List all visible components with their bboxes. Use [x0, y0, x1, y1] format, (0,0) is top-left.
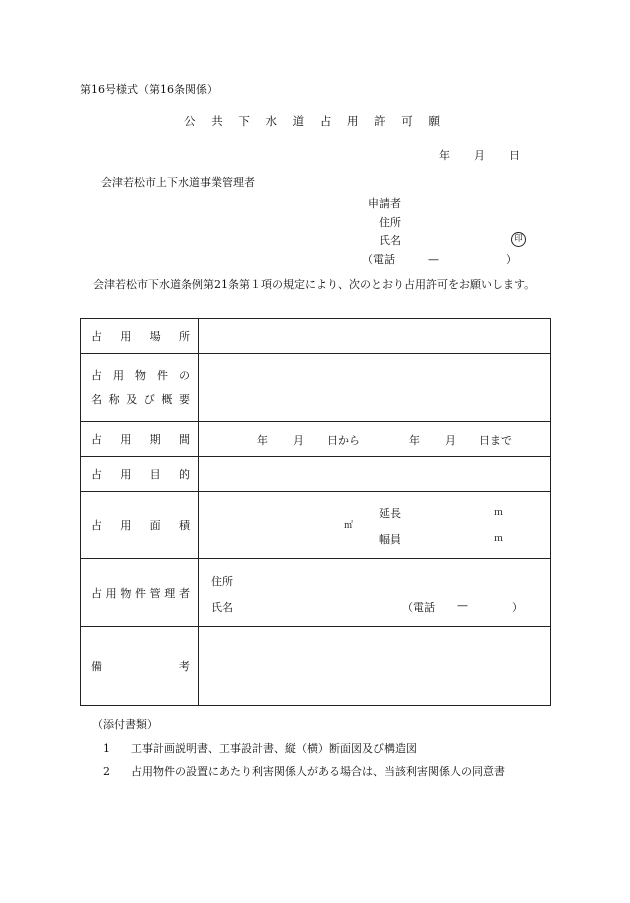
- attachment-item-1: [103, 740, 417, 756]
- char: 物: [120, 586, 132, 600]
- applicant-phone-dash: —: [428, 252, 439, 266]
- row-remarks: [81, 627, 551, 706]
- period-year2: 年: [409, 434, 420, 447]
- char: 要: [178, 392, 190, 406]
- char: 積: [178, 519, 190, 532]
- char: 場: [149, 330, 161, 343]
- label-remarks-chars: [81, 658, 198, 674]
- char: の: [179, 368, 190, 382]
- label-period-chars: [81, 431, 198, 447]
- period-year1: 年: [257, 434, 268, 447]
- row-object: [81, 354, 551, 422]
- attachment-num: 2: [103, 765, 110, 778]
- addressee: 会津若松市上下水道事業管理者: [101, 176, 255, 189]
- applicant-phone-close: ）: [506, 252, 517, 266]
- remarks-value-cell[interactable]: [199, 627, 551, 706]
- char: 者: [178, 586, 190, 600]
- row-area: [81, 492, 551, 559]
- char: 占: [91, 433, 102, 446]
- char: 占: [91, 330, 102, 343]
- char: 所: [178, 330, 190, 343]
- label-manager-chars: [81, 585, 198, 601]
- applicant-name-label: 氏名: [379, 234, 401, 247]
- char: 件: [157, 368, 168, 382]
- char: 用: [120, 468, 132, 481]
- char: 占: [91, 586, 102, 600]
- date-month-label: 月: [474, 149, 485, 162]
- label-area: [81, 492, 199, 559]
- char: 期: [149, 433, 161, 446]
- char: 占: [91, 368, 102, 382]
- request-statement: 会津若松市下水道条例第21条第１項の規定により、次のとおり占用許可をお願いします。: [93, 278, 536, 291]
- char: 用: [105, 586, 117, 600]
- char: 用: [120, 433, 132, 446]
- object-value-cell[interactable]: [199, 354, 551, 422]
- attachments-heading: （添付書類）: [92, 718, 158, 731]
- char: 概: [161, 392, 173, 406]
- period-from: 日から: [327, 434, 360, 447]
- char: 件: [134, 586, 146, 600]
- char: 間: [178, 433, 190, 446]
- date-year-label: 年: [439, 149, 450, 162]
- char: 占: [91, 519, 102, 532]
- width-label: 幅員: [379, 533, 401, 546]
- area-unit-sqm: ㎡: [344, 521, 354, 531]
- label-area-chars: [81, 517, 198, 533]
- char: 称: [108, 392, 120, 406]
- manager-name-label: 氏名: [211, 601, 233, 614]
- period-until: 日まで: [479, 434, 512, 447]
- char: 目: [149, 468, 161, 481]
- label-place-chars: [81, 328, 198, 344]
- attachment-item-2: [103, 763, 505, 779]
- manager-phone-dash: —: [457, 599, 468, 612]
- applicant-block: [362, 195, 523, 269]
- application-date: [439, 147, 520, 163]
- char: 考: [179, 660, 190, 673]
- char: 占: [91, 468, 102, 481]
- area-value-cell[interactable]: [199, 492, 551, 559]
- width-unit: ｍ: [494, 534, 504, 544]
- attachment-text: 工事計画説明書、工事設計書、縦（横）断面図及び構造図: [131, 742, 417, 755]
- date-day-label: 日: [509, 149, 520, 162]
- row-manager: [81, 559, 551, 627]
- char: 面: [149, 519, 161, 532]
- char: 物: [135, 368, 146, 382]
- application-table: [80, 318, 551, 706]
- form-number: 第16号様式（第16条関係）: [80, 83, 218, 96]
- period-month1: 月: [293, 434, 304, 447]
- row-place: [81, 319, 551, 354]
- label-remarks: [81, 627, 199, 706]
- applicant-heading: 申請者: [368, 197, 401, 210]
- manager-phone-close: ）: [512, 601, 523, 614]
- seal-mark: 印: [511, 232, 526, 247]
- length-label: 延長: [379, 507, 401, 520]
- label-purpose-chars: [81, 466, 198, 482]
- manager-value-cell[interactable]: [199, 559, 551, 627]
- label-object-lines: [81, 364, 198, 412]
- purpose-value-cell[interactable]: [199, 457, 551, 492]
- applicant-phone-open: （電話: [362, 252, 395, 266]
- char: 理: [164, 586, 176, 600]
- char: 的: [178, 468, 190, 481]
- period-value-cell[interactable]: [199, 422, 551, 457]
- period-month2: 月: [445, 434, 456, 447]
- label-period: [81, 422, 199, 457]
- place-value-cell[interactable]: [199, 319, 551, 354]
- label-object: [81, 354, 199, 422]
- attachment-text: 占用物件の設置にあたり利害関係人がある場合は、当該利害関係人の同意書: [131, 765, 505, 778]
- manager-address-label: 住所: [211, 575, 233, 588]
- char: 管: [149, 586, 161, 600]
- char: 用: [120, 330, 132, 343]
- label-place: [81, 319, 199, 354]
- length-unit: ｍ: [494, 508, 504, 518]
- char: 用: [120, 519, 132, 532]
- document-title: 公 共 下 水 道 占 用 許 可 願: [184, 114, 446, 128]
- char: び: [143, 392, 155, 406]
- manager-phone-open: （電話: [402, 601, 435, 614]
- applicant-address-label: 住所: [379, 215, 401, 229]
- char: 及: [126, 392, 138, 406]
- char: 名: [91, 392, 102, 406]
- attachment-num: 1: [103, 742, 110, 755]
- char: 備: [91, 660, 102, 673]
- row-purpose: [81, 457, 551, 492]
- label-manager: [81, 559, 199, 627]
- char: 用: [113, 368, 124, 382]
- row-period: [81, 422, 551, 457]
- label-purpose: [81, 457, 199, 492]
